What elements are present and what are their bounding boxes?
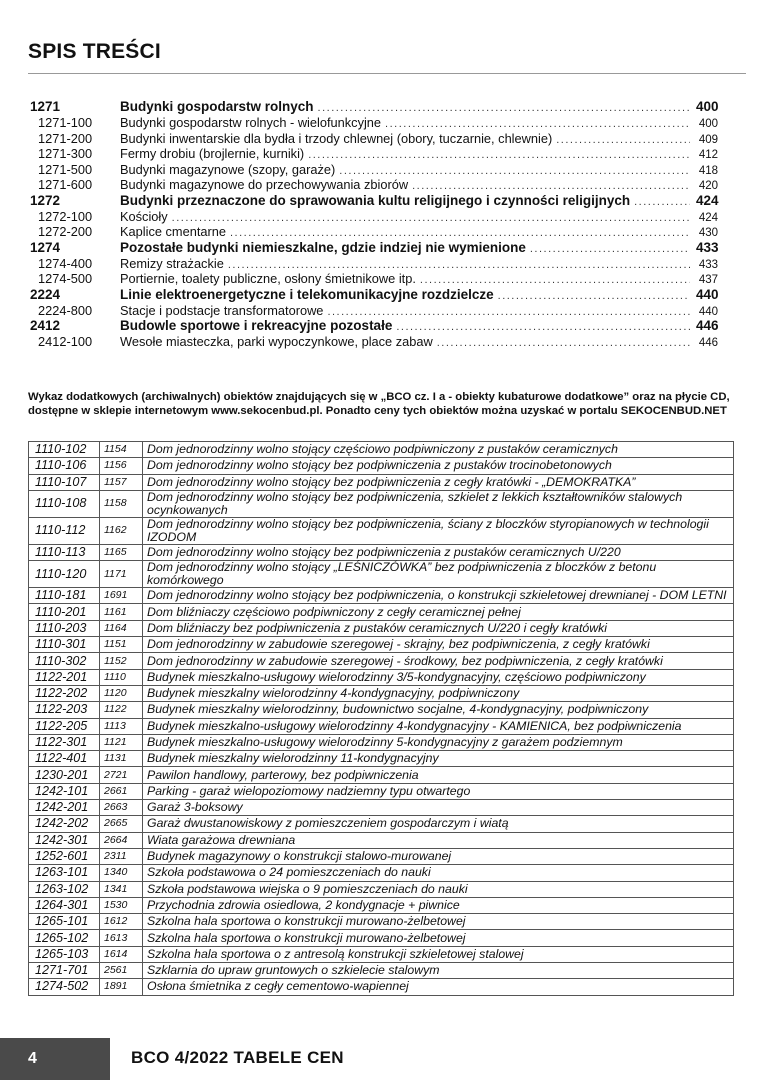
object-description: Dom jednorodzinny wolno stojący bez podpiwniczenia, szkielet z lekkich kształtowników stalowych ocynkowanych: [143, 490, 734, 517]
title-divider: [28, 73, 746, 74]
toc-leader-dots: [228, 259, 690, 271]
table-row: [29, 946, 734, 962]
table-row: [29, 783, 734, 799]
toc-page-number: 412: [698, 149, 718, 161]
toc-leader-dots: [339, 165, 690, 177]
object-description: Dom jednorodzinny w zabudowie szeregowej - skrajny, bez podpiwniczenia, z cegły kratówki: [143, 637, 734, 653]
table-row: [29, 767, 734, 783]
object-code: 1110-201: [29, 604, 100, 620]
toc-code: 2224: [30, 286, 61, 302]
catalog-number: 1122: [100, 702, 143, 718]
object-description: Dom jednorodzinny wolno stojący bez podpiwniczenia z pustaków trocinobetonowych: [143, 458, 734, 474]
catalog-number: 1156: [100, 458, 143, 474]
toc-page-number: 437: [698, 274, 718, 286]
table-row: [29, 914, 734, 930]
object-code: 1122-205: [29, 718, 100, 734]
catalog-number: 1341: [100, 881, 143, 897]
archive-objects-table: [28, 441, 734, 996]
object-code: 1274-502: [29, 979, 100, 995]
table-row: [29, 620, 734, 636]
object-code: 1242-101: [29, 783, 100, 799]
toc-subsection-row: [30, 256, 718, 272]
table-row: [29, 702, 734, 718]
toc-title: Kaplice cmentarne: [120, 224, 226, 239]
object-description: Budynek magazynowy o konstrukcji stalowo-murowanej: [143, 848, 734, 864]
toc-subsection-row: [30, 303, 718, 319]
object-code: 1110-112: [29, 517, 100, 544]
object-code: 1265-103: [29, 946, 100, 962]
toc-page-number: 430: [698, 227, 718, 239]
toc-page-number: 424: [696, 192, 719, 208]
object-code: 1110-181: [29, 588, 100, 604]
catalog-number: 1120: [100, 685, 143, 701]
toc-leader-dots: [230, 227, 690, 239]
object-description: Szkoła podstawowa wiejska o 9 pomieszczeniach do nauki: [143, 881, 734, 897]
object-description: Dom jednorodzinny wolno stojący bez podpiwniczenia, ściany z bloczków styropianowych w technologii IZODOM: [143, 517, 734, 544]
toc-title: Stacje i podstacje transformatorowe: [120, 302, 324, 318]
object-description: Budynek mieszkalny wielorodzinny 4-kondygnacyjny, podpiwniczony: [143, 685, 734, 701]
catalog-number: 2665: [100, 816, 143, 832]
table-row: [29, 544, 734, 560]
catalog-number: 1158: [100, 490, 143, 517]
toc-section-row: [30, 318, 718, 334]
object-description: Garaż 3-boksowy: [143, 800, 734, 816]
catalog-number: 2663: [100, 800, 143, 816]
page-number-box: [0, 1038, 110, 1080]
catalog-number: 1113: [100, 718, 143, 734]
catalog-number: 1340: [100, 865, 143, 881]
table-row: [29, 734, 734, 750]
object-code: 1271-701: [29, 963, 100, 979]
catalog-number: 2561: [100, 963, 143, 979]
table-row: [29, 458, 734, 474]
toc-title: Remizy strażackie: [120, 255, 224, 271]
toc-subsection-row: [30, 271, 718, 287]
toc-code: 1271: [30, 99, 61, 114]
object-description: Wiata garażowa drewniana: [143, 832, 734, 848]
table-row: [29, 800, 734, 816]
catalog-number: 1612: [100, 914, 143, 930]
object-code: 1122-201: [29, 669, 100, 685]
object-description: Garaż dwustanowiskowy z pomieszczeniem gospodarczym i wiatą: [143, 816, 734, 832]
catalog-number: 1152: [100, 653, 143, 669]
toc-leader-dots: [308, 149, 690, 161]
table-row: [29, 637, 734, 653]
table-row: [29, 751, 734, 767]
toc-code: 2412: [30, 318, 61, 333]
object-code: 1110-102: [29, 442, 100, 458]
toc-section-row: [30, 240, 718, 256]
catalog-number: 1613: [100, 930, 143, 946]
catalog-number: 1110: [100, 669, 143, 685]
object-code: 1242-201: [29, 800, 100, 816]
object-code: 1110-302: [29, 653, 100, 669]
object-description: Szkoła podstawowa o 24 pomieszczeniach do nauki: [143, 865, 734, 881]
toc-leader-dots: [420, 274, 690, 286]
table-row: [29, 930, 734, 946]
catalog-number: 1530: [100, 897, 143, 913]
toc-leader-dots: [412, 180, 690, 192]
catalog-number: 1151: [100, 637, 143, 653]
table-row: [29, 588, 734, 604]
toc-title: Wesołe miasteczka, parki wypoczynkowe, place zabaw: [120, 334, 433, 349]
object-code: 1264-301: [29, 897, 100, 913]
object-code: 1110-108: [29, 490, 100, 517]
catalog-number: 1164: [100, 620, 143, 636]
toc-title: Budynki inwentarskie dla bydła i trzody chlewnej (obory, tuczarnie, chlewnie): [120, 130, 553, 146]
object-code: 1122-301: [29, 734, 100, 750]
toc-subsection-row: [30, 115, 718, 131]
catalog-number: 2661: [100, 783, 143, 799]
toc-code: 1271-100: [38, 115, 93, 130]
object-description: Budynek mieszkalny wielorodzinny 11-kondygnacyjny: [143, 751, 734, 767]
object-description: Dom bliźniaczy częściowo podpiwniczony z cegły ceramicznej pełnej: [143, 604, 734, 620]
toc-section-row: [30, 99, 718, 115]
object-code: 1122-401: [29, 751, 100, 767]
publication-title: BCO 4/2022 TABELE CEN: [131, 1048, 344, 1067]
table-row: [29, 669, 734, 685]
toc-title: Fermy drobiu (brojlernie, kurniki): [120, 146, 305, 161]
toc-code: 1272-100: [38, 208, 93, 224]
table-row: [29, 653, 734, 669]
table-row: [29, 963, 734, 979]
table-row: [29, 490, 734, 517]
toc-leader-dots: [498, 290, 690, 302]
table-row: [29, 816, 734, 832]
object-description: Budynek mieszkalno-usługowy wielorodzinny 3/5-kondygnacyjny, częściowo podpiwniczony: [143, 669, 734, 685]
toc-title: Budynki gospodarstw rolnych: [120, 99, 314, 114]
toc-page-number: 409: [698, 133, 718, 146]
toc-code: 1272: [30, 192, 61, 208]
table-row: [29, 561, 734, 588]
table-row: [29, 881, 734, 897]
catalog-number: 1131: [100, 751, 143, 767]
toc-subsection-row: [30, 177, 718, 193]
object-description: Dom jednorodzinny wolno stojący „LEŚNICZÓWKA” bez podpiwniczenia z bloczków z betonu komórkowego: [143, 561, 734, 588]
object-code: 1110-203: [29, 620, 100, 636]
object-code: 1265-102: [29, 930, 100, 946]
catalog-number: 1162: [100, 517, 143, 544]
table-row: [29, 832, 734, 848]
table-row: [29, 718, 734, 734]
toc-page-number: 420: [698, 180, 718, 192]
object-description: Szklarnia do upraw gruntowych o szkielecie stalowym: [143, 963, 734, 979]
object-code: 1110-120: [29, 561, 100, 588]
toc-leader-dots: [318, 102, 690, 114]
object-code: 1263-102: [29, 881, 100, 897]
object-code: 1265-101: [29, 914, 100, 930]
toc-subsection-row: [30, 209, 718, 225]
object-description: Parking - garaż wielopoziomowy nadziemny typu otwartego: [143, 783, 734, 799]
toc-code: 1274-500: [38, 271, 93, 286]
object-description: Budynek mieszkalno-usługowy wielorodzinny 5-kondygnacyjny z garażem podziemnym: [143, 734, 734, 750]
toc-page-number: 418: [698, 164, 718, 177]
object-code: 1110-113: [29, 544, 100, 560]
toc-leader-dots: [556, 134, 690, 146]
object-code: 1242-202: [29, 816, 100, 832]
table-row: [29, 442, 734, 458]
table-row: [29, 517, 734, 544]
toc-code: 1274-400: [38, 255, 93, 271]
toc-code: 1271-600: [38, 177, 93, 192]
catalog-number: 1891: [100, 979, 143, 995]
object-description: Dom jednorodzinny wolno stojący częściowo podpiwniczony z pustaków ceramicznych: [143, 442, 734, 458]
object-code: 1110-106: [29, 458, 100, 474]
page-title: SPIS TREŚCI: [28, 40, 161, 63]
object-description: Dom jednorodzinny w zabudowie szeregowej - środkowy, bez podpiwniczenia, z cegły kratówki: [143, 653, 734, 669]
toc-code: 1272-200: [38, 224, 93, 239]
toc-subsection-row: [30, 334, 718, 350]
catalog-number: 2664: [100, 832, 143, 848]
toc-page-number: 400: [696, 99, 719, 114]
catalog-number: 1691: [100, 588, 143, 604]
catalog-number: 2311: [100, 848, 143, 864]
object-description: Pawilon handlowy, parterowy, bez podpiwniczenia: [143, 767, 734, 783]
table-row: [29, 979, 734, 995]
toc-title: Budynki magazynowe (szopy, garaże): [120, 161, 336, 177]
toc-page-number: 424: [698, 211, 718, 224]
catalog-number: 1165: [100, 544, 143, 560]
object-code: 1230-201: [29, 767, 100, 783]
toc-code: 2412-100: [38, 334, 93, 349]
toc-code: 2224-800: [38, 302, 93, 318]
catalog-number: 1614: [100, 946, 143, 962]
toc-title: Budowle sportowe i rekreacyjne pozostałe: [120, 318, 393, 333]
toc-page-number: 440: [698, 305, 718, 318]
catalog-number: 1157: [100, 474, 143, 490]
table-row: [29, 897, 734, 913]
toc-title: Linie elektroenergetyczne i telekomunikacyjne rozdzielcze: [120, 286, 494, 302]
object-code: 1252-601: [29, 848, 100, 864]
object-description: Przychodnia zdrowia osiedlowa, 2 kondygnacje + piwnice: [143, 897, 734, 913]
toc-code: 1274: [30, 239, 61, 255]
toc-leader-dots: [437, 337, 690, 349]
toc-subsection-row: [30, 131, 718, 147]
toc-section-row: [30, 193, 718, 209]
archive-notice: Wykaz dodatkowych (archiwalnych) obiektów znajdujących się w „BCO cz. I a - obiekty kubaturowe dodatkowe” oraz na płycie CD, dostępne w sklepie internetowym www.sekocenbud.pl. Ponadto ceny tych obiektów można uzyskać w portalu SEKOCENBUD.NET: [28, 391, 730, 417]
object-description: Dom jednorodzinny wolno stojący bez podpiwniczenia z pustaków ceramicznych U/220: [143, 544, 734, 560]
toc-page-number: 433: [698, 258, 718, 271]
toc-title: Pozostałe budynki niemieszkalne, gdzie indziej nie wymienione: [120, 239, 526, 255]
toc-page-number: 440: [696, 286, 719, 302]
catalog-number: 1121: [100, 734, 143, 750]
object-code: 1110-107: [29, 474, 100, 490]
object-code: 1110-301: [29, 637, 100, 653]
toc-code: 1271-500: [38, 161, 93, 177]
toc-page-number: 446: [698, 337, 718, 349]
toc-leader-dots: [385, 118, 690, 130]
toc-subsection-row: [30, 162, 718, 178]
page-number: 4: [28, 1050, 37, 1067]
toc-title: Budynki magazynowe do przechowywania zbiorów: [120, 177, 409, 192]
toc-page-number: 446: [696, 318, 719, 333]
table-row: [29, 474, 734, 490]
object-description: Szkolna hala sportowa o konstrukcji murowano-żelbetowej: [143, 930, 734, 946]
toc-subsection-row: [30, 146, 718, 162]
toc-title: Budynki przeznaczone do sprawowania kultu religijnego i czynności religijnych: [120, 192, 631, 208]
object-description: Osłona śmietnika z cegły cementowo-wapiennej: [143, 979, 734, 995]
toc-title: Portiernie, toalety publiczne, osłony śmietnikowe itp.: [120, 271, 416, 286]
object-code: 1242-301: [29, 832, 100, 848]
toc-code: 1271-300: [38, 146, 93, 161]
toc-leader-dots: [530, 243, 690, 255]
toc-title: Kościoły: [120, 208, 168, 224]
table-row: [29, 604, 734, 620]
toc-leader-dots: [634, 196, 690, 208]
object-description: Budynek mieszkalny wielorodzinny, budownictwo socjalne, 4-kondygnacyjny, podpiwniczony: [143, 702, 734, 718]
object-code: 1122-202: [29, 685, 100, 701]
object-description: Dom bliźniaczy bez podpiwniczenia z pustaków ceramicznych U/220 i cegły kratówki: [143, 620, 734, 636]
toc-section-row: [30, 287, 718, 303]
table-row: [29, 848, 734, 864]
table-row: [29, 685, 734, 701]
object-code: 1263-101: [29, 865, 100, 881]
object-description: Budynek mieszkalno-usługowy wielorodzinny 4-kondygnacyjny - KAMIENICA, bez podpiwniczenia: [143, 718, 734, 734]
object-code: 1122-203: [29, 702, 100, 718]
catalog-number: 1154: [100, 442, 143, 458]
toc-subsection-row: [30, 224, 718, 240]
toc-leader-dots: [327, 306, 690, 318]
table-of-contents: [30, 99, 718, 350]
toc-page-number: 400: [698, 118, 718, 130]
catalog-number: 2721: [100, 767, 143, 783]
toc-page-number: 433: [696, 239, 719, 255]
catalog-number: 1161: [100, 604, 143, 620]
table-row: [29, 865, 734, 881]
toc-title: Budynki gospodarstw rolnych - wielofunkcyjne: [120, 115, 382, 130]
toc-leader-dots: [396, 321, 690, 333]
object-description: Dom jednorodzinny wolno stojący bez podpiwniczenia, o konstrukcji szkieletowej drewnianej - DOM LETNI: [143, 588, 734, 604]
object-description: Szkolna hala sportowa o konstrukcji murowano-żelbetowej: [143, 914, 734, 930]
catalog-number: 1171: [100, 561, 143, 588]
object-description: Szkolna hala sportowa o z antresolą konstrukcji szkieletowej stalowej: [143, 946, 734, 962]
toc-leader-dots: [172, 212, 690, 224]
toc-code: 1271-200: [38, 130, 93, 146]
page-footer: [0, 1038, 764, 1080]
object-description: Dom jednorodzinny wolno stojący bez podpiwniczenia z cegły kratówki - „DEMOKRATKA”: [143, 474, 734, 490]
